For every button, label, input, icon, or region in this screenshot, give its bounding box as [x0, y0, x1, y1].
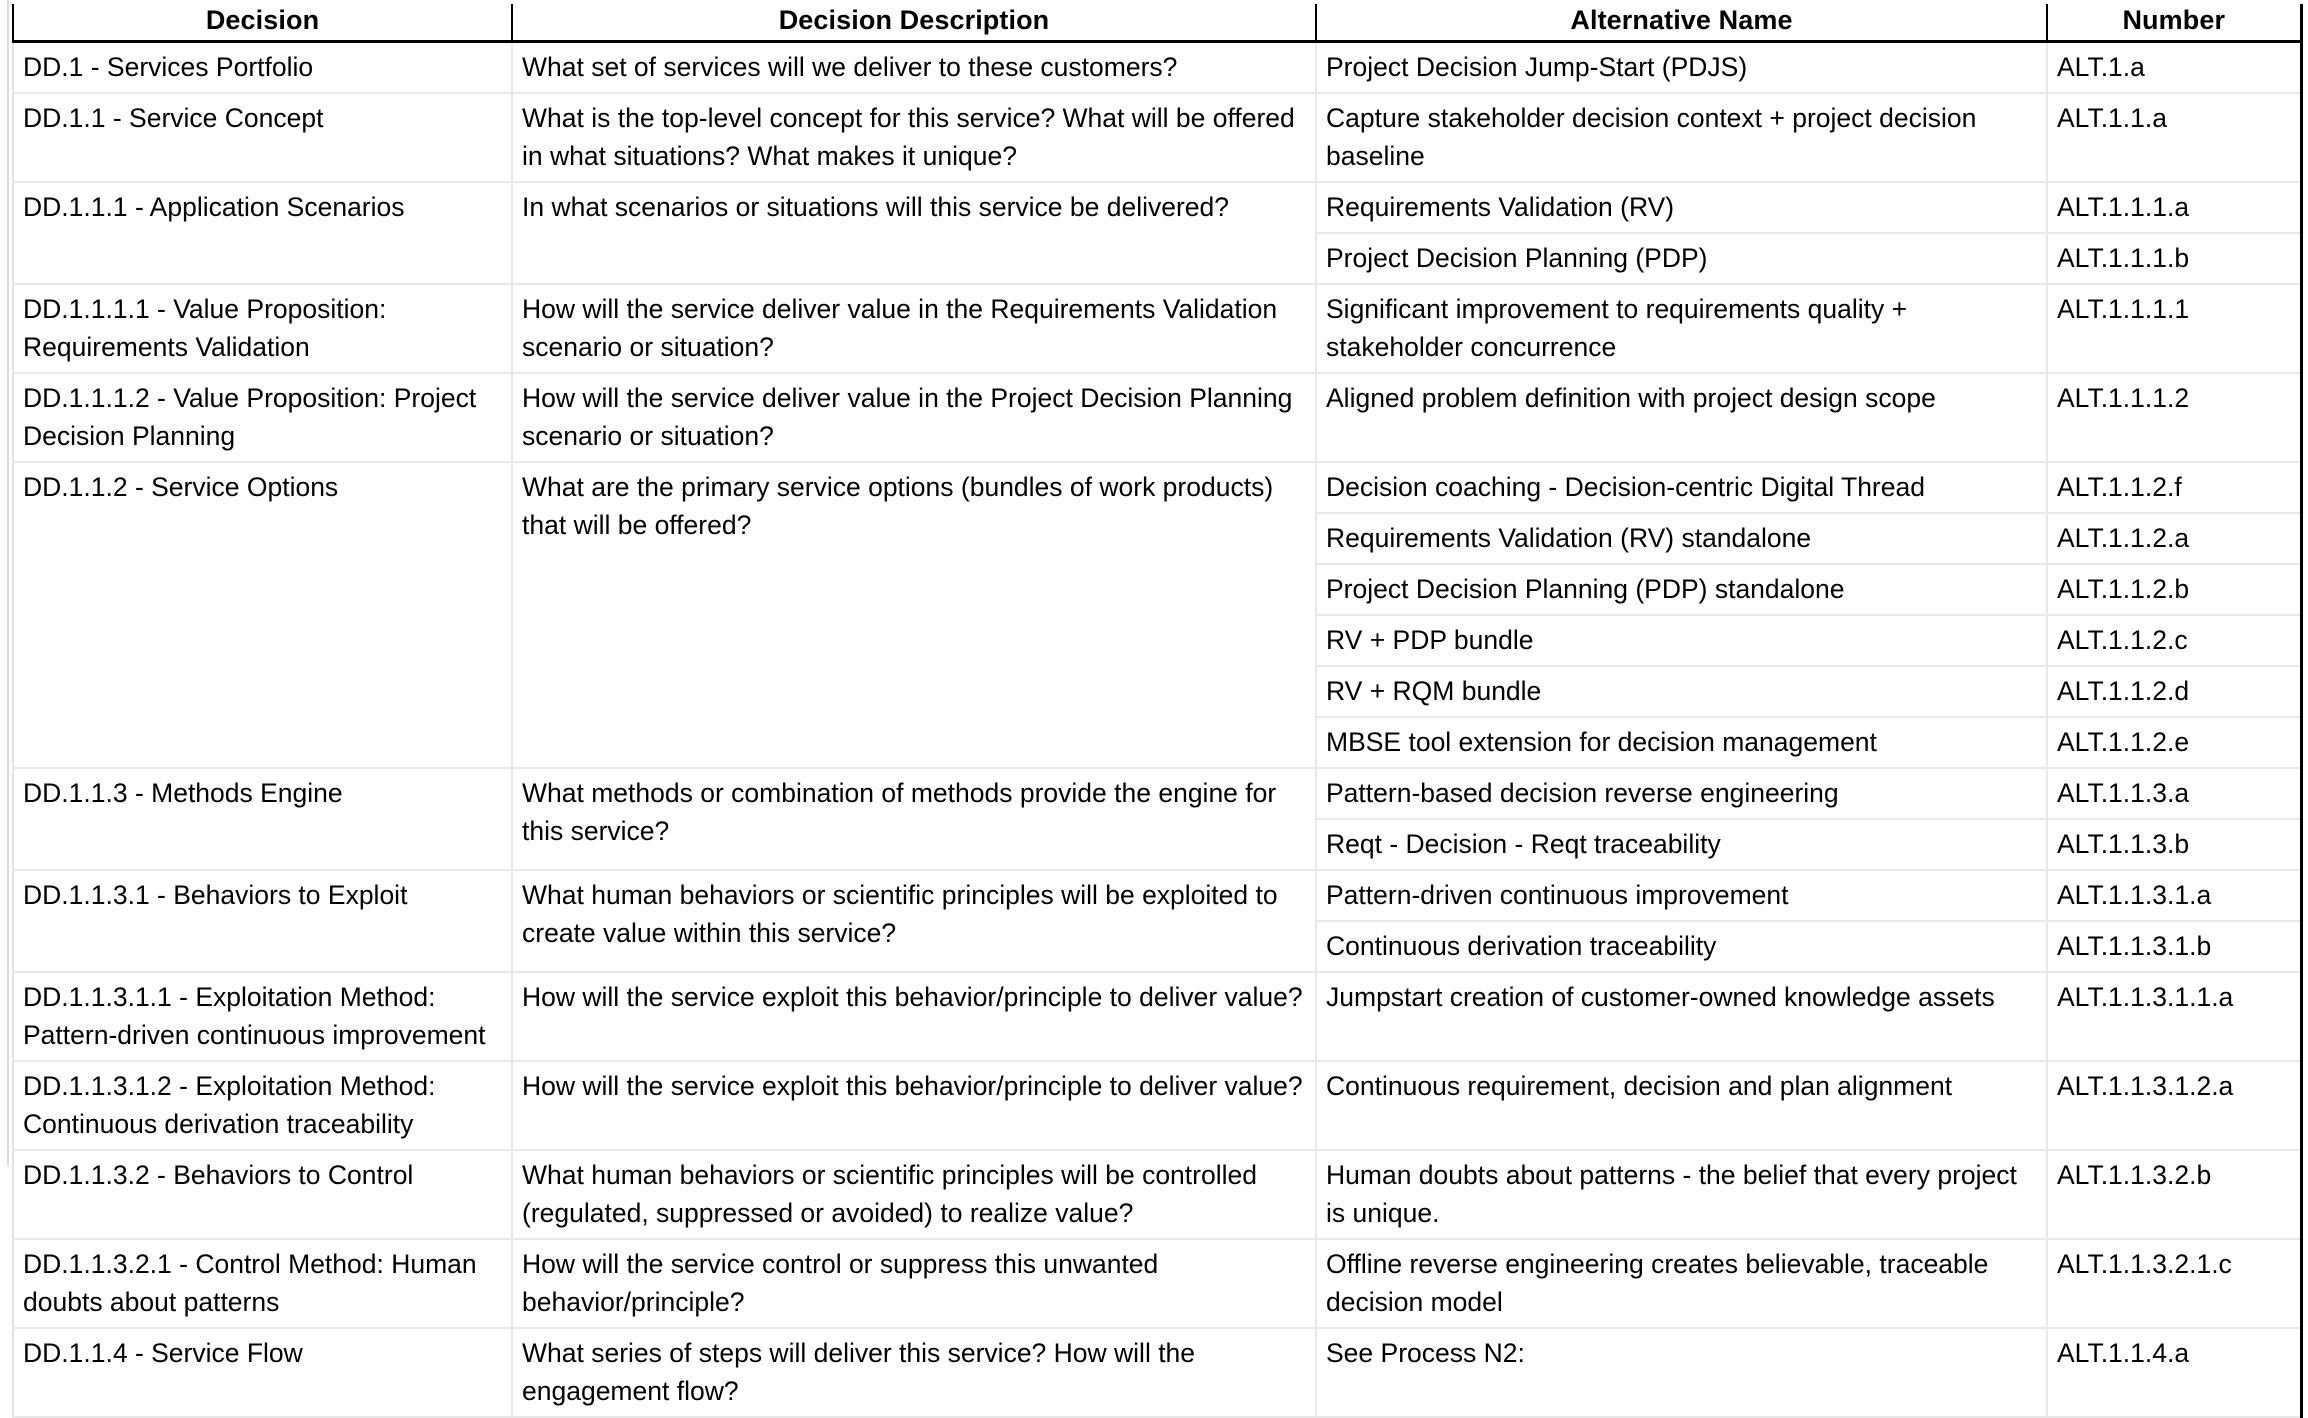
- cell-decision-description[interactable]: How will the service exploit this behavior/principle to deliver value?: [512, 972, 1316, 1061]
- cell-decision-description[interactable]: What set of services will we deliver to these customers?: [512, 42, 1316, 94]
- cell-decision-description[interactable]: How will the service deliver value in the Project Decision Planning scenario or situation?: [512, 373, 1316, 462]
- cell-alternative-number[interactable]: ALT.1.1.2.d: [2047, 666, 2301, 717]
- cell-alternative-number[interactable]: ALT.1.1.3.a: [2047, 768, 2301, 819]
- header-row: [13, 4, 2301, 42]
- table-row: [13, 768, 2301, 819]
- cell-decision[interactable]: DD.1.1.2 - Service Options: [13, 462, 512, 768]
- cell-alternative-number[interactable]: ALT.1.1.3.1.a: [2047, 870, 2301, 921]
- cell-alternative-number[interactable]: ALT.1.1.3.1.1.a: [2047, 972, 2301, 1061]
- sheet-left-gutter: [7, 0, 9, 1165]
- table-row: [13, 373, 2301, 462]
- cell-alternative-number[interactable]: ALT.1.1.4.a: [2047, 1328, 2301, 1417]
- table-row: [13, 93, 2301, 182]
- cell-alternative-number[interactable]: ALT.1.1.3.1.b: [2047, 921, 2301, 972]
- cell-alternative-number[interactable]: ALT.1.a: [2047, 42, 2301, 94]
- cell-decision[interactable]: DD.1.1.3.2 - Behaviors to Control: [13, 1150, 512, 1239]
- table-body: [13, 42, 2301, 1418]
- cell-alternative-name[interactable]: Pattern-driven continuous improvement: [1316, 870, 2047, 921]
- cell-alternative-number[interactable]: ALT.1.1.2.f: [2047, 462, 2301, 513]
- cell-alternative-name[interactable]: Human doubts about patterns - the belief that every project is unique.: [1316, 1150, 2047, 1239]
- cell-alternative-name[interactable]: Jumpstart creation of customer-owned knowledge assets: [1316, 972, 2047, 1061]
- cell-decision[interactable]: DD.1.1.3.2.1 - Control Method: Human doubts about patterns: [13, 1239, 512, 1328]
- cell-decision-description[interactable]: What methods or combination of methods provide the engine for this service?: [512, 768, 1316, 870]
- decision-table-container: [12, 4, 2300, 1418]
- cell-alternative-name[interactable]: Requirements Validation (RV) standalone: [1316, 513, 2047, 564]
- cell-alternative-name[interactable]: RV + PDP bundle: [1316, 615, 2047, 666]
- cell-decision[interactable]: DD.1.1.3 - Methods Engine: [13, 768, 512, 870]
- cell-alternative-name[interactable]: RV + RQM bundle: [1316, 666, 2047, 717]
- cell-alternative-name[interactable]: Offline reverse engineering creates believable, traceable decision model: [1316, 1239, 2047, 1328]
- cell-alternative-number[interactable]: ALT.1.1.a: [2047, 93, 2301, 182]
- table-header: [13, 4, 2301, 42]
- cell-decision-description[interactable]: What series of steps will deliver this service? How will the engagement flow?: [512, 1328, 1316, 1417]
- cell-alternative-name[interactable]: MBSE tool extension for decision management: [1316, 717, 2047, 768]
- cell-alternative-name[interactable]: Requirements Validation (RV): [1316, 182, 2047, 233]
- table-row: [13, 462, 2301, 513]
- cell-alternative-number[interactable]: ALT.1.1.2.b: [2047, 564, 2301, 615]
- cell-alternative-name[interactable]: Continuous derivation traceability: [1316, 921, 2047, 972]
- cell-alternative-name[interactable]: See Process N2:: [1316, 1328, 2047, 1417]
- cell-decision[interactable]: DD.1.1 - Service Concept: [13, 93, 512, 182]
- cell-decision-description[interactable]: What are the primary service options (bundles of work products) that will be offered?: [512, 462, 1316, 768]
- cell-alternative-name[interactable]: Aligned problem definition with project design scope: [1316, 373, 2047, 462]
- cell-decision-description[interactable]: How will the service control or suppress this unwanted behavior/principle?: [512, 1239, 1316, 1328]
- cell-alternative-name[interactable]: Significant improvement to requirements quality + stakeholder concurrence: [1316, 284, 2047, 373]
- cell-decision-description[interactable]: How will the service exploit this behavior/principle to deliver value?: [512, 1061, 1316, 1150]
- cell-decision[interactable]: DD.1.1.1 - Application Scenarios: [13, 182, 512, 284]
- cell-alternative-name[interactable]: Project Decision Planning (PDP) standalone: [1316, 564, 2047, 615]
- cell-decision[interactable]: DD.1.1.1.1 - Value Proposition: Requirements Validation: [13, 284, 512, 373]
- cell-alternative-number[interactable]: ALT.1.1.3.b: [2047, 819, 2301, 870]
- column-header-decision[interactable]: Decision: [13, 4, 512, 42]
- cell-alternative-number[interactable]: ALT.1.1.2.c: [2047, 615, 2301, 666]
- cell-decision-description[interactable]: In what scenarios or situations will this service be delivered?: [512, 182, 1316, 284]
- cell-decision-description[interactable]: How will the service deliver value in the Requirements Validation scenario or situation?: [512, 284, 1316, 373]
- cell-alternative-number[interactable]: ALT.1.1.2.e: [2047, 717, 2301, 768]
- cell-decision-description[interactable]: What human behaviors or scientific principles will be controlled (regulated, suppressed or avoided) to realize value?: [512, 1150, 1316, 1239]
- column-header-number[interactable]: Number: [2047, 4, 2301, 42]
- cell-decision-description[interactable]: What human behaviors or scientific principles will be exploited to create value within this service?: [512, 870, 1316, 972]
- cell-alternative-number[interactable]: ALT.1.1.3.2.b: [2047, 1150, 2301, 1239]
- table-row: [13, 972, 2301, 1061]
- cell-alternative-name[interactable]: Decision coaching - Decision-centric Digital Thread: [1316, 462, 2047, 513]
- table-row: [13, 870, 2301, 921]
- cell-decision[interactable]: DD.1.1.4 - Service Flow: [13, 1328, 512, 1417]
- cell-alternative-name[interactable]: Project Decision Planning (PDP): [1316, 233, 2047, 284]
- cell-alternative-number[interactable]: ALT.1.1.1.b: [2047, 233, 2301, 284]
- cell-alternative-number[interactable]: ALT.1.1.2.a: [2047, 513, 2301, 564]
- table-row: [13, 182, 2301, 233]
- cell-alternative-name[interactable]: Reqt - Decision - Reqt traceability: [1316, 819, 2047, 870]
- cell-decision[interactable]: DD.1.1.1.2 - Value Proposition: Project Decision Planning: [13, 373, 512, 462]
- cell-decision-description[interactable]: What is the top-level concept for this service? What will be offered in what situations? What makes it unique?: [512, 93, 1316, 182]
- cell-decision[interactable]: DD.1.1.3.1 - Behaviors to Exploit: [13, 870, 512, 972]
- table-row: [13, 1061, 2301, 1150]
- table-row: [13, 284, 2301, 373]
- cell-alternative-name[interactable]: Project Decision Jump-Start (PDJS): [1316, 42, 2047, 94]
- cell-decision[interactable]: DD.1.1.3.1.1 - Exploitation Method: Pattern-driven continuous improvement: [13, 972, 512, 1061]
- table-row: [13, 1328, 2301, 1417]
- decision-table: [12, 4, 2303, 1418]
- cell-alternative-name[interactable]: Continuous requirement, decision and plan alignment: [1316, 1061, 2047, 1150]
- cell-alternative-number[interactable]: ALT.1.1.3.2.1.c: [2047, 1239, 2301, 1328]
- cell-alternative-number[interactable]: ALT.1.1.1.1: [2047, 284, 2301, 373]
- table-row: [13, 1150, 2301, 1239]
- table-row: [13, 42, 2301, 94]
- cell-alternative-name[interactable]: Pattern-based decision reverse engineering: [1316, 768, 2047, 819]
- cell-decision[interactable]: DD.1.1.3.1.2 - Exploitation Method: Continuous derivation traceability: [13, 1061, 512, 1150]
- column-header-description[interactable]: Decision Description: [512, 4, 1316, 42]
- cell-alternative-number[interactable]: ALT.1.1.3.1.2.a: [2047, 1061, 2301, 1150]
- cell-decision[interactable]: DD.1 - Services Portfolio: [13, 42, 512, 94]
- table-row: [13, 1239, 2301, 1328]
- cell-alternative-number[interactable]: ALT.1.1.1.a: [2047, 182, 2301, 233]
- cell-alternative-number[interactable]: ALT.1.1.1.2: [2047, 373, 2301, 462]
- column-header-alternative[interactable]: Alternative Name: [1316, 4, 2047, 42]
- cell-alternative-name[interactable]: Capture stakeholder decision context + project decision baseline: [1316, 93, 2047, 182]
